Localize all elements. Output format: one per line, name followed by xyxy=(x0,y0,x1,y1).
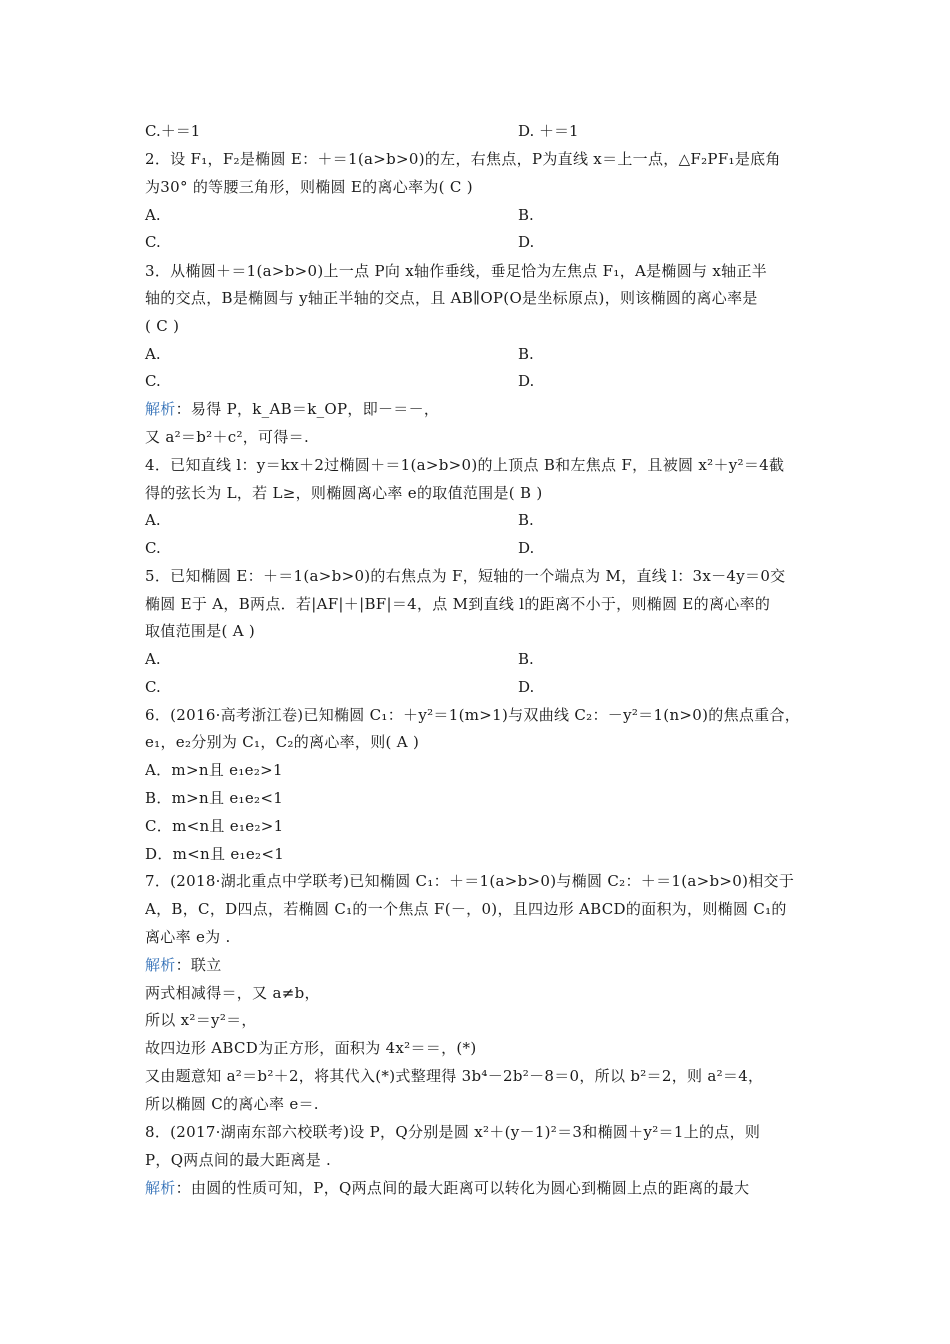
option-b: B. xyxy=(518,206,534,224)
option-c: C. xyxy=(145,539,161,557)
analysis-text: ：由圆的性质可知，P，Q两点间的最大距离可以转化为圆心到椭圆上点的距离的最大 xyxy=(175,1179,750,1197)
analysis-text: ：易得 P，k_AB＝k_OP，即－＝－， xyxy=(175,400,440,418)
question-7-line-2: A，B，C，D四点，若椭圆 C₁的一个焦点 F(－，0)，且四边形 ABCD的面积为，则椭圆 C₁的 xyxy=(145,900,787,918)
question-7-line-1: 7．(2018·湖北重点中学联考)已知椭圆 C₁：＋＝1(a>b>0)与椭圆 C₂：＋＝1(a>b>0)相交于 xyxy=(145,872,795,890)
options-row xyxy=(145,229,815,256)
option-c: C.＋＝1 xyxy=(145,122,201,140)
option-d: D. xyxy=(518,539,535,557)
analysis-label: 解析 xyxy=(145,956,176,974)
options-row xyxy=(145,674,815,701)
question-8-line-1: 8．(2017·湖南东部六校联考)设 P，Q分别是圆 x²＋(y－1)²＝3和椭圆＋y²＝1上的点，则 xyxy=(145,1123,761,1141)
option-d: D. ＋＝1 xyxy=(518,122,579,140)
option-d: D. xyxy=(518,233,535,251)
solution-line: 故四边形 ABCD为正方形，面积为 4x²＝＝，(*) xyxy=(145,1039,477,1057)
solution-line: 所以 x²＝y²＝， xyxy=(145,1011,257,1029)
option-c: C. xyxy=(145,233,161,251)
solution-line: 又由题意知 a²＝b²＋2，将其代入(*)式整理得 3b⁴－2b²－8＝0，所以 b²＝2，则 a²＝4， xyxy=(145,1067,764,1085)
option-a: A．m>n且 e₁e₂>1 xyxy=(145,761,283,779)
option-c: C. xyxy=(145,372,161,390)
analysis-line xyxy=(145,1175,815,1202)
option-a: A. xyxy=(145,206,161,224)
question-2-line-1: 2．设 F₁，F₂是椭圆 E：＋＝1(a>b>0)的左，右焦点，P为直线 x＝上一点，△F₂PF₁是底角 xyxy=(145,150,781,168)
solution-line: 所以椭圆 C的离心率 e＝. xyxy=(145,1095,319,1113)
question-7-line-3: 离心率 e为 . xyxy=(145,928,231,946)
option-a: A. xyxy=(145,511,161,529)
question-5-line-1: 5．已知椭圆 E：＋＝1(a>b>0)的右焦点为 F，短轴的一个端点为 M，直线 l：3x－4y＝0交 xyxy=(145,567,786,585)
question-4-line-1: 4．已知直线 l：y＝kx＋2过椭圆＋＝1(a>b>0)的上顶点 B和左焦点 F，且被圆 x²＋y²＝4截 xyxy=(145,456,785,474)
options-row xyxy=(145,118,815,145)
options-row xyxy=(145,535,815,562)
question-3-line-3: ( C ) xyxy=(145,317,180,335)
question-6-line-2: e₁，e₂分别为 C₁，C₂的离心率，则( A ) xyxy=(145,733,420,751)
option-d: D．m<n且 e₁e₂<1 xyxy=(145,845,285,863)
analysis-text: ：联立 xyxy=(175,956,222,974)
analysis-line-2: 又 a²＝b²＋c²，可得＝. xyxy=(145,428,310,446)
options-row xyxy=(145,202,815,229)
options-row xyxy=(145,368,815,395)
option-c: C．m<n且 e₁e₂>1 xyxy=(145,817,284,835)
question-6-line-1: 6．(2016·高考浙江卷)已知椭圆 C₁：＋y²＝1(m>1)与双曲线 C₂：－y²＝1(n>0)的焦点重合， xyxy=(145,706,801,724)
options-row xyxy=(145,646,815,673)
option-b: B. xyxy=(518,511,534,529)
analysis-line xyxy=(145,396,815,423)
option-d: D. xyxy=(518,372,535,390)
question-2-line-2: 为30° 的等腰三角形，则椭圆 E的离心率为( C ) xyxy=(145,178,473,196)
option-b: B．m>n且 e₁e₂<1 xyxy=(145,789,284,807)
option-b: B. xyxy=(518,345,534,363)
question-5-line-2: 椭圆 E于 A，B两点．若|AF|＋|BF|＝4，点 M到直线 l的距离不小于，则椭圆 E的离心率的 xyxy=(145,595,771,613)
option-c: C. xyxy=(145,678,161,696)
options-row xyxy=(145,341,815,368)
option-a: A. xyxy=(145,650,161,668)
option-d: D. xyxy=(518,678,535,696)
analysis-label: 解析 xyxy=(145,400,176,418)
question-8-line-2: P，Q两点间的最大距离是 . xyxy=(145,1151,332,1169)
question-3-line-2: 轴的交点，B是椭圆与 y轴正半轴的交点，且 AB∥OP(O是坐标原点)，则该椭圆的离心率是 xyxy=(145,289,758,307)
question-5-line-3: 取值范围是( A ) xyxy=(145,622,256,640)
analysis-label: 解析 xyxy=(145,1179,176,1197)
analysis-line xyxy=(145,952,815,979)
question-3-line-1: 3．从椭圆＋＝1(a>b>0)上一点 P向 x轴作垂线，垂足恰为左焦点 F₁，A是椭圆与 x轴正半 xyxy=(145,262,768,280)
solution-line: 两式相减得＝，又 a≠b， xyxy=(145,984,320,1002)
options-row xyxy=(145,507,815,534)
option-a: A. xyxy=(145,345,161,363)
option-b: B. xyxy=(518,650,534,668)
question-4-line-2: 得的弦长为 L，若 L≥，则椭圆离心率 e的取值范围是( B ) xyxy=(145,484,543,502)
